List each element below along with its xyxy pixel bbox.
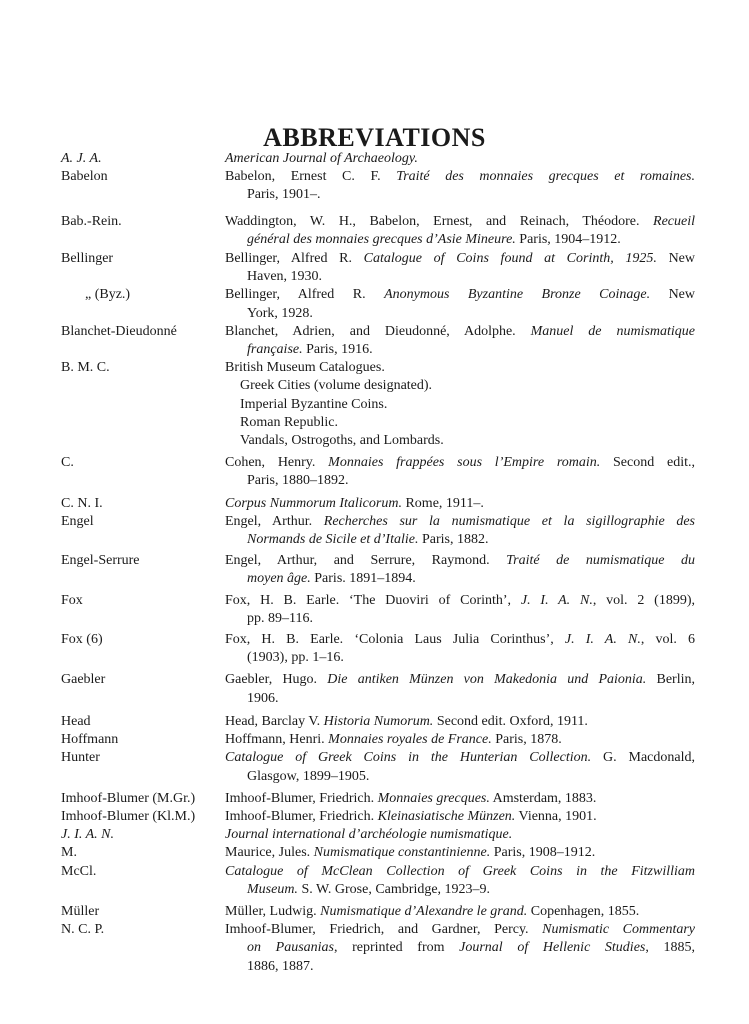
abbreviation-entry	[0, 213, 749, 249]
abbreviation-definition	[225, 323, 695, 359]
definition-line: Paris, 1880–1892.	[247, 473, 349, 489]
abbreviation-definition	[225, 903, 695, 921]
abbreviation-term: Hoffmann	[61, 732, 119, 748]
abbreviation-entry	[0, 731, 749, 749]
abbreviation-term: Gaebler	[61, 672, 106, 688]
definition-line: (1903), pp. 1–16.	[247, 650, 344, 666]
abbreviation-entry	[0, 826, 749, 844]
abbreviation-entry	[0, 359, 749, 450]
abbreviation-term: Hunter	[61, 750, 100, 766]
abbreviation-definition	[225, 921, 695, 976]
abbreviation-definition	[225, 168, 695, 204]
abbreviation-term: J. I. A. N.	[61, 827, 115, 843]
abbreviation-entry	[0, 250, 749, 286]
abbreviation-entry	[0, 749, 749, 785]
definition-line: Babelon, Ernest C. F. Traité des monnaies grecques et romaines.	[225, 169, 695, 185]
definition-line: British Museum Catalogues.	[225, 360, 385, 376]
abbreviation-term: Imhoof-Blumer (Kl.M.)	[61, 808, 196, 824]
abbreviation-list	[0, 150, 749, 976]
abbreviation-term: N. C. P.	[61, 922, 105, 938]
abbreviation-entry	[0, 286, 749, 322]
abbreviation-definition	[225, 552, 695, 588]
definition-line: Imhoof-Blumer, Friedrich, and Gardner, Percy. Numismatic Commentary	[225, 922, 695, 938]
abbreviation-definition	[225, 713, 695, 731]
abbreviation-entry	[0, 671, 749, 707]
abbreviation-entry	[0, 495, 749, 513]
definition-line: Head, Barclay V. Historia Numorum. Second edit. Oxford, 1911.	[225, 713, 588, 729]
abbreviation-term: A. J. A.	[61, 151, 102, 166]
definition-line: Blanchet, Adrien, and Dieudonné, Adolphe. Manuel de numismatique	[225, 323, 696, 339]
definition-line: Gaebler, Hugo. Die antiken Münzen von Makedonia und Paionia. Berlin,	[225, 672, 695, 688]
definition-line: Imperial Byzantine Coins.	[240, 396, 388, 412]
definition-line: 1906.	[247, 690, 279, 706]
definition-line: Fox, H. B. Earle. ‘The Duoviri of Corinth’, J. I. A. N., vol. 2 (1899),	[225, 592, 696, 608]
abbreviation-term: Head	[61, 713, 91, 729]
definition-line: moyen âge. Paris. 1891–1894.	[247, 571, 416, 587]
abbreviation-entry	[0, 552, 749, 588]
abbreviation-term: M.	[61, 845, 77, 861]
abbreviation-definition	[225, 631, 695, 667]
abbreviation-entry	[0, 592, 749, 628]
definition-line: on Pausanias, reprinted from Journal of Hellenic Studies, 1885,	[247, 940, 695, 956]
abbreviation-entry	[0, 631, 749, 667]
definition-line: Catalogue of Greek Coins in the Hunterian Collection. G. Macdonald,	[225, 750, 695, 766]
abbreviation-term: Blanchet-Dieudonné	[61, 323, 177, 339]
definition-line: Vandals, Ostrogoths, and Lombards.	[240, 433, 444, 449]
definition-line: Journal international d’archéologie numismatique.	[225, 827, 513, 843]
abbreviation-term: Bab.-Rein.	[61, 213, 122, 229]
definition-line: Engel, Arthur. Recherches sur la numismatique et la sigillographie des	[225, 513, 695, 529]
definition-line: Cohen, Henry. Monnaies frappées sous l’Empire romain. Second edit.,	[225, 455, 695, 471]
abbreviation-term: C. N. I.	[61, 495, 103, 511]
abbreviation-definition	[225, 671, 695, 707]
abbreviation-entry	[0, 713, 749, 731]
abbreviation-term: Fox	[61, 592, 83, 608]
abbreviation-term: C.	[61, 455, 74, 471]
abbreviation-term: B. M. C.	[61, 360, 110, 376]
abbreviation-definition	[225, 826, 695, 844]
abbreviation-definition	[225, 286, 695, 322]
abbreviation-entry	[0, 903, 749, 921]
definition-line: Haven, 1930.	[247, 269, 323, 285]
abbreviation-entry	[0, 513, 749, 549]
definition-line: Hoffmann, Henri. Monnaies royales de France. Paris, 1878.	[225, 732, 562, 748]
abbreviation-definition	[225, 808, 695, 826]
abbreviation-definition	[225, 592, 695, 628]
abbreviation-term: Imhoof-Blumer (M.Gr.)	[61, 790, 196, 806]
definition-line: général des monnaies grecques d’Asie Mineure. Paris, 1904–1912.	[247, 231, 621, 247]
definition-line: Fox, H. B. Earle. ‘Colonia Laus Julia Corinthus’, J. I. A. N., vol. 6	[225, 632, 696, 648]
abbreviation-definition	[225, 213, 695, 249]
abbreviation-entry	[0, 168, 749, 204]
abbreviation-entry	[0, 863, 749, 899]
abbreviation-term: „ (Byz.)	[85, 287, 131, 303]
abbreviation-term: Engel-Serrure	[61, 553, 140, 569]
definition-line: pp. 89–116.	[247, 610, 313, 626]
abbreviation-term: Engel	[61, 513, 94, 529]
definition-line: Museum. S. W. Grose, Cambridge, 1923–9.	[247, 881, 491, 897]
abbreviation-definition	[225, 731, 695, 749]
abbreviation-term: Müller	[61, 903, 100, 919]
definition-line: Catalogue of McClean Collection of Greek Coins in the Fitzwilliam	[225, 863, 695, 879]
abbreviation-entry	[0, 790, 749, 808]
abbreviation-term: Fox (6)	[61, 632, 103, 648]
definition-line: Bellinger, Alfred R. Catalogue of Coins found at Corinth, 1925. New	[225, 251, 696, 267]
abbreviation-definition	[225, 150, 695, 168]
abbreviation-definition	[225, 495, 695, 513]
definition-line: American Journal of Archaeology.	[225, 151, 418, 166]
definition-line: Imhoof-Blumer, Friedrich. Kleinasiatische Münzen. Vienna, 1901.	[225, 808, 597, 824]
page-title: ABBREVIATIONS	[263, 123, 486, 153]
abbreviation-term: Bellinger	[61, 251, 114, 267]
abbreviation-definition	[225, 513, 695, 549]
abbreviation-entry	[0, 150, 749, 168]
definition-line: Müller, Ludwig. Numismatique d’Alexandre le grand. Copenhagen, 1855.	[225, 903, 640, 919]
definition-line: Greek Cities (volume designated).	[240, 378, 433, 394]
abbreviation-entry	[0, 921, 749, 976]
definition-line: Roman Republic.	[240, 414, 338, 430]
abbreviation-entry	[0, 323, 749, 359]
abbreviation-definition	[225, 863, 695, 899]
definition-line: Corpus Nummorum Italicorum. Rome, 1911–.	[225, 495, 484, 511]
definition-line: 1886, 1887.	[247, 958, 314, 974]
definition-line: Glasgow, 1899–1905.	[247, 768, 370, 784]
definition-line: Maurice, Jules. Numismatique constantinienne. Paris, 1908–1912.	[225, 845, 596, 861]
definition-line: française. Paris, 1916.	[247, 342, 373, 358]
definition-line: Bellinger, Alfred R. Anonymous Byzantine Bronze Coinage. New	[225, 287, 695, 303]
abbreviation-definition	[225, 844, 695, 862]
definition-line: Engel, Arthur, and Serrure, Raymond. Traité de numismatique du	[225, 553, 695, 569]
abbreviation-term: Babelon	[61, 169, 108, 185]
abbreviation-definition	[225, 749, 695, 785]
abbreviation-definition	[225, 250, 695, 286]
abbreviation-entry	[0, 844, 749, 862]
abbreviation-term: McCl.	[61, 863, 97, 879]
definition-line: York, 1928.	[247, 305, 313, 321]
abbreviation-definition	[225, 790, 695, 808]
definition-line: Paris, 1901–.	[247, 187, 321, 203]
abbreviation-definition	[225, 359, 695, 450]
abbreviation-entry	[0, 454, 749, 490]
definition-line: Normands de Sicile et d’Italie. Paris, 1882.	[247, 532, 489, 548]
abbreviation-definition	[225, 454, 695, 490]
definition-line: Waddington, W. H., Babelon, Ernest, and Reinach, Théodore. Recueil	[225, 213, 695, 229]
definition-line: Imhoof-Blumer, Friedrich. Monnaies grecques. Amsterdam, 1883.	[225, 790, 597, 806]
abbreviation-entry	[0, 808, 749, 826]
